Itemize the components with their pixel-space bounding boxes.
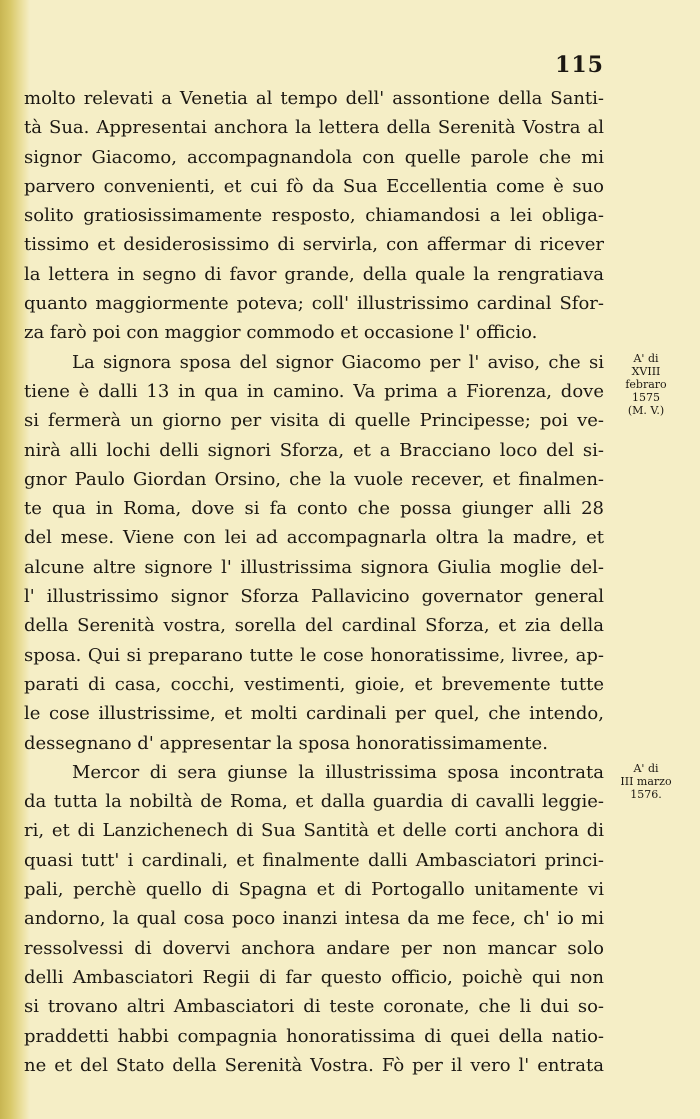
text-line: gnor Paulo Giordan Orsino, che la vuole recever, et finalmen- [24, 468, 604, 490]
margin-note-line: febraro [625, 378, 667, 391]
text-line: ressolvessi di dovervi anchora andare per non mancar solo [24, 937, 604, 959]
text-line: si trovano altri Ambasciatori di teste coronate, che li dui so- [24, 996, 604, 1018]
text-line: molto relevati a Venetia al tempo dell' assontione della Santi- [24, 88, 604, 109]
text-line: ne et del Stato della Serenità Vostra. Fò per il vero l' entrata [24, 1054, 604, 1076]
margin-note-date-2 [606, 762, 686, 801]
text-line: tissimo et desiderosissimo di servirla, con affermar di ricever [24, 234, 604, 256]
margin-note-line: (M. V.) [627, 404, 665, 417]
text-line: sposa. Qui si preparano tutte le cose honoratissime, livree, ap- [24, 644, 604, 666]
text-line: parvero convenienti, et cui fò da Sua Eccellentia come è suo [24, 175, 604, 197]
text-line: parati di casa, cocchi, vestimenti, gioie, et brevemente tutte [24, 673, 604, 695]
margin-note-date-1 [606, 352, 686, 417]
text-line: tiene è dalli 13 in qua in camino. Va prima a Fiorenza, dove [24, 380, 604, 402]
text-line: la lettera in segno di favor grande, della quale la rengratiava [24, 263, 604, 285]
text-line: quanto maggiormente poteva; coll' illustrissimo cardinal Sfor- [24, 293, 604, 315]
margin-note-line: 1576. [630, 788, 662, 801]
text-line: te qua in Roma, dove si fa conto che possa giunger alli 28 [24, 498, 604, 520]
text-line: quasi tutt' i cardinali, et finalmente dalli Ambasciatori princi- [24, 849, 604, 871]
margin-note-line: A' di [633, 352, 659, 365]
page-number: 115 [555, 52, 604, 78]
text-line: le cose illustrissime, et molti cardinali per quel, che intendo, [24, 703, 604, 725]
text-line: nirà alli lochi delli signori Sforza, et a Bracciano loco del si- [24, 439, 604, 461]
margin-note-line: 1575 [632, 391, 660, 404]
text-line: andorno, la qual cosa poco inanzi intesa da me fece, ch' io mi [24, 908, 604, 930]
margin-note-line: III marzo [620, 775, 672, 788]
text-line: solito gratiosissimamente resposto, chiamandosi a lei obliga- [24, 205, 604, 227]
text-line: dessegnano d' appresentar la sposa honoratissimamente. [24, 732, 548, 754]
text-line: pali, perchè quello di Spagna et di Portogallo unitamente vi [24, 879, 604, 901]
text-line: La signora sposa del signor Giacomo per l' aviso, che si [72, 351, 604, 373]
margin-note-line: XVIII [631, 365, 661, 378]
text-line: tà Sua. Appresentai anchora la lettera della Serenità Vostra al [24, 117, 604, 139]
text-line: delli Ambasciatori Regii di far questo officio, poichè qui non [24, 966, 604, 988]
text-line: Mercor di sera giunse la illustrissima sposa incontrata [72, 761, 604, 783]
text-line: za farò poi con maggior commodo et occasione l' officio. [24, 322, 538, 344]
text-line: signor Giacomo, accompagnandola con quelle parole che mi [24, 146, 604, 168]
text-line: l' illustrissimo signor Sforza Pallavicino governator general [24, 586, 604, 608]
text-line: alcune altre signore l' illustrissima signora Giulia moglie del- [24, 556, 604, 578]
text-line: praddetti habbi compagnia honoratissima di quei della natio- [24, 1025, 604, 1047]
margin-note-line: A' di [633, 762, 659, 775]
body-text [24, 84, 604, 1080]
text-line: del mese. Viene con lei ad accompagnarla oltra la madre, et [24, 527, 604, 549]
text-line: della Serenità vostra, sorella del cardinal Sforza, et zia della [24, 615, 604, 637]
text-line: da tutta la nobiltà de Roma, et dalla guardia di cavalli leggie- [24, 791, 604, 813]
text-line: si fermerà un giorno per visita di quelle Principesse; poi ve- [24, 410, 604, 432]
text-line: ri, et di Lanzichenech di Sua Santità et delle corti anchora di [24, 820, 604, 842]
